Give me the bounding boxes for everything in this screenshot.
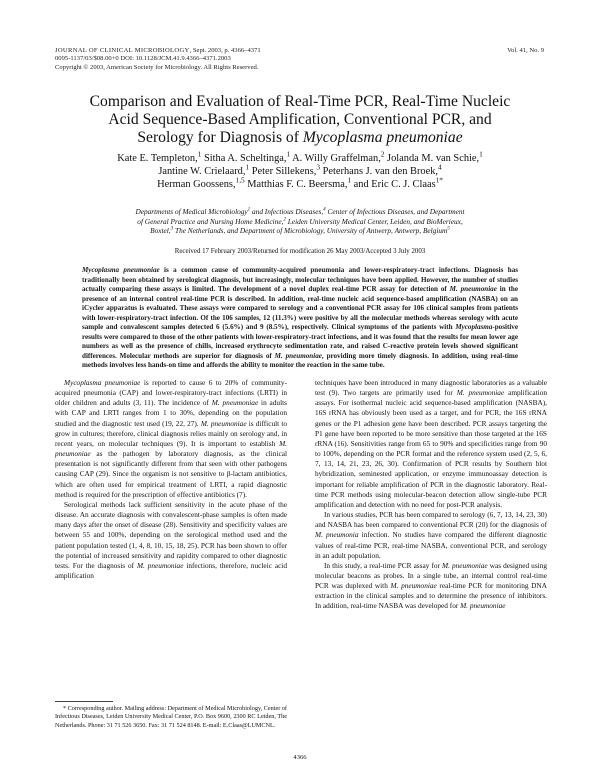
species-name: M. pneumoniae xyxy=(55,438,287,459)
author-affil: 1 xyxy=(245,163,250,172)
author-affil: 3 xyxy=(316,163,320,172)
author: Jolanda M. van Schie, xyxy=(384,153,480,164)
copyright-line: Copyright © 2003, American Society for Microbiology. All Rights Reserved. xyxy=(55,63,259,71)
author-line xyxy=(55,176,545,192)
journal-name: JOURNAL OF CLINICAL MICROBIOLOGY xyxy=(55,47,190,54)
author-affil: 1 xyxy=(286,150,291,159)
title-text: Serology for Diagnosis of xyxy=(137,129,303,147)
title-species: Mycoplasma pneumoniae xyxy=(302,129,463,147)
author: Kate E. Templeton, xyxy=(117,153,198,164)
affil-text: and Infectious Diseases, xyxy=(250,207,324,216)
body-text: In various studies, PCR has been compared to serology (6, 7, 13, 14, 23, 30) and NASBA has been compared to conventional PCR (20) for the diagnosis of xyxy=(315,510,547,530)
affil-text: Center of Infectious Diseases, and Department xyxy=(325,207,465,216)
page-number: 4366 xyxy=(293,754,307,761)
abstract-species: M. pneumoniae xyxy=(449,285,497,294)
body-text: techniques have been introduced in many diagnostic laboratories as a valuable test (9). Two targets are primarily used for xyxy=(315,378,547,398)
abstract-text: in the presence of an internal control real-time PCR is described. In addition, real-time nucleic acid sequence-based amplification (NASBA) on an iCycler apparatus is evaluated. These assays were compared to serology and a conventional PCR assay for 106 clinical samples from patients with lower-respiratory-tract infection. Of the 106 samples, 12 (11.3%) were positive by all the molecular methods whereas serology with acute sample and convalescent samples detected 6 (5.6%) and 9 (8.5%), respectively. Clinical symptoms of the patients with xyxy=(82,285,519,332)
species-name: M. pneumoniae xyxy=(390,581,437,591)
affil-text: Departments of Medical Microbiology xyxy=(135,207,248,216)
author: A. Willy Graffelman, xyxy=(290,153,381,164)
received-dates: Received 17 February 2003/Returned for modification 26 May 2003/Accepted 3 July 2003 xyxy=(174,248,426,255)
author: Peter Sillekens, xyxy=(249,165,317,177)
abstract-text: , providing more timely diagnosis. In addition, using real-time methods involves less hands-on time and affords the ability to monitor the reaction in the same tube. xyxy=(82,351,518,370)
abstract-species: M. pneumoniae xyxy=(274,351,322,360)
author-affil: 1 xyxy=(197,150,202,159)
title-line xyxy=(40,129,560,147)
abstract-text: -positive results were compared to those of the other patients with lower-respiratory-tract infections, and it was found that the results for mean lower age numbers as well as the presence of chills, increased erythrocyte sedimentation rate, and raised C-reactive protein levels showed significant differences. Molecular methods are superior for diagnosis of xyxy=(82,323,518,360)
author-line xyxy=(55,150,545,166)
body-text: in adults with CAP and LRTI ranges from 1 to 30%, depending on the population studied and the diagnostic test used (19, 22, 27). xyxy=(55,398,287,428)
volume-info: Vol. 41, No. 9 xyxy=(507,47,544,54)
author: and Eric C. J. Claas xyxy=(351,178,436,190)
author-list xyxy=(55,150,545,191)
body-text: as the pathogen by laboratory diagnosis, as the clinical presentation is not significantly different from that seen with other pathogens causing CAP (29). Since the organism is not sensitive to β-lactam antibiotics, which are often used for empirical treatment of LRTI, a rapid diagnostic method is required for the prescription of effective antibiotics (7). xyxy=(55,449,287,499)
affil-line xyxy=(55,217,545,227)
affil-line xyxy=(55,207,545,217)
author: Jantine W. Crielaard, xyxy=(158,165,246,177)
species-name: M. pneumoniae xyxy=(442,560,488,570)
author-affil: 1,5 xyxy=(235,176,245,185)
author-affil: 1 xyxy=(479,150,483,159)
corresponding-mark: * xyxy=(439,176,443,185)
author-line xyxy=(55,163,545,179)
affil-text: The Netherlands, and Department of Microbiology, University of Antwerp, Antwerp, Belgium xyxy=(173,226,448,236)
species-name: M. pneumoniae xyxy=(460,601,506,611)
body-text: is difficult to grow in cultures; therefore, clinical diagnosis relies mainly on serology and, in recent years, on molecular techniques (9). It is important to establish xyxy=(55,418,287,448)
body-paragraph xyxy=(315,378,547,510)
affiliations xyxy=(55,207,545,236)
author-affil: 2 xyxy=(380,150,385,159)
author: Peterhans J. van den Broek, xyxy=(320,165,439,177)
title-line: Comparison and Evaluation of Real-Time PCR, Real-Time Nucleic xyxy=(89,93,511,110)
body-paragraph xyxy=(55,500,287,581)
abstract-text: is a common cause of community-acquired pneumonia and lower-respiratory-tract infections. Diagnosis has traditionally been obtained by serological diagnosis, but increasingly, molecular techniques have been applied. However, the number of studies actually comparing these assays is limited. The development of a novel duplex real-time PCR assay for detection of xyxy=(82,266,519,294)
author-affil: 1 xyxy=(347,176,352,185)
footnote-text: Corresponding author. Mailing address: Department of Medical Microbiology, Center of Infectious Diseases, Leiden University Medical Center, P.O. Box 9600, 2300 RC Leiden, The Netherlands. Phone: 31 71 526 3650. Fax: 31 71 524 8148. E-mail: E.Claas@LUMCNL. xyxy=(55,705,287,729)
issue-info: , Sept. 2003, p. 4366–4371 xyxy=(189,47,261,54)
body-paragraph xyxy=(55,378,287,500)
affil-line xyxy=(55,226,545,236)
affil-text: of General Practice and Nursing Home Medicine, xyxy=(137,216,284,226)
affil-mark: 3 xyxy=(170,225,174,232)
species-name: M. pneumoniae xyxy=(200,418,247,428)
affil-text: Boxtel, xyxy=(150,226,171,236)
affil-mark: 4 xyxy=(323,206,326,213)
author: Sitha A. Scheltinga, xyxy=(201,153,287,164)
running-header xyxy=(55,47,261,72)
species-name: Mycoplasma pneumoniae xyxy=(64,378,141,387)
affil-mark: 2 xyxy=(283,216,286,223)
footnote-divider xyxy=(55,701,113,702)
affil-text: Leiden University Medical Center, Leiden, and BioMerieux, xyxy=(285,216,463,226)
body-text: real-time PCR for monitoring DNA extraction in the clinical samples and to determine the presence of inhibitors. In addition, real-time NASBA was developed for xyxy=(315,581,547,611)
body-text: In this study, a real-time PCR assay for xyxy=(324,560,443,570)
body-text: is reported to cause 6 to 20% of community-acquired pneumonia (CAP) and lower-respiratory-tract infections (LRTI) in older children and adults (3, 11). The incidence of xyxy=(55,378,287,408)
species-name: M. pneumoniae xyxy=(211,398,259,408)
body-text: infection. No studies have compared the different diagnostic values of real-time PCR, real-time NASBA, conventional PCR, and serology in an adult population. xyxy=(315,530,548,560)
species-name: M. pneumonia xyxy=(315,530,359,540)
author-affil: 4 xyxy=(438,163,442,172)
affil-mark: 5 xyxy=(447,225,450,232)
abstract-species: Mycoplasma xyxy=(455,323,493,332)
body-paragraph xyxy=(315,510,547,561)
affil-number: 1 xyxy=(435,176,440,185)
author: Matthias F. C. Beersma, xyxy=(244,178,348,190)
author-affil xyxy=(436,176,443,184)
doi-line: 0095-1137/03/$08.00+0 DOI: 10.1128/JCM.41.9.4366–4371.2003 xyxy=(55,55,231,63)
body-column-left xyxy=(55,378,287,581)
body-paragraph xyxy=(315,561,547,612)
abstract xyxy=(82,266,518,371)
title-line: Acid Sequence-Based Amplification, Conventional PCR, and xyxy=(108,111,492,129)
affil-mark: 1 xyxy=(247,206,251,213)
species-name: M. pneumoniae xyxy=(136,560,184,570)
corresponding-author-footnote xyxy=(55,705,287,730)
body-text: Serological methods lack sufficient sensitivity in the acute phase of the disease. An accurate diagnosis with convalescent-phase samples is often made many days after the onset of disease (28). Sensitivity and specificity values are between 55 and 100%, depending on the serological method used and the patient population tested (1, 4, 8, 10, 15, 18, 25). PCR has been shown to offer the potential of increased sensitivity and rapidity compared to other diagnostic tests. For the diagnosis of xyxy=(55,499,287,570)
body-text: was designed using molecular beacons as probes. In a single tube, an internal control real-time PCR was duplexed with xyxy=(315,560,547,591)
body-text: infections, therefore, nucleic acid amplification xyxy=(55,560,287,580)
abstract-species: Mycoplasma pneumoniae xyxy=(82,266,160,274)
author: Herman Goossens, xyxy=(157,178,236,190)
article-title xyxy=(40,93,560,148)
body-column-right xyxy=(315,378,547,612)
species-name: M. pneumoniae xyxy=(456,388,505,398)
footnote-mark: * xyxy=(63,705,67,712)
body-text: amplification assays. For isothermal nucleic acid sequence-based amplification (NASBA), 16S rRNA has obviously been used as a target, and for PCR, the 16S rRNA genes or the P1 adhesion gene have been described. PCR assays targeting the P1 gene have been reported to be more sensitive than those targeted at the 16S rRNA (16). Sensitivities range from 65 to 90% and specificities range from 90 to 100%, depending on the PCR format and the reference system used (2, 5, 6, 7, 13, 14, 21, 23, 26, 30). Confirmation of PCR results by Southern blot hybridization, seminested application, or enzyme immunoassay detection is important for reliable amplification of PCR in the diagnostic laboratory. Real-time PCR methods using molecular-beacon detection allow single-tube PCR amplification and detection with no need for post-PCR analysis. xyxy=(315,388,547,509)
